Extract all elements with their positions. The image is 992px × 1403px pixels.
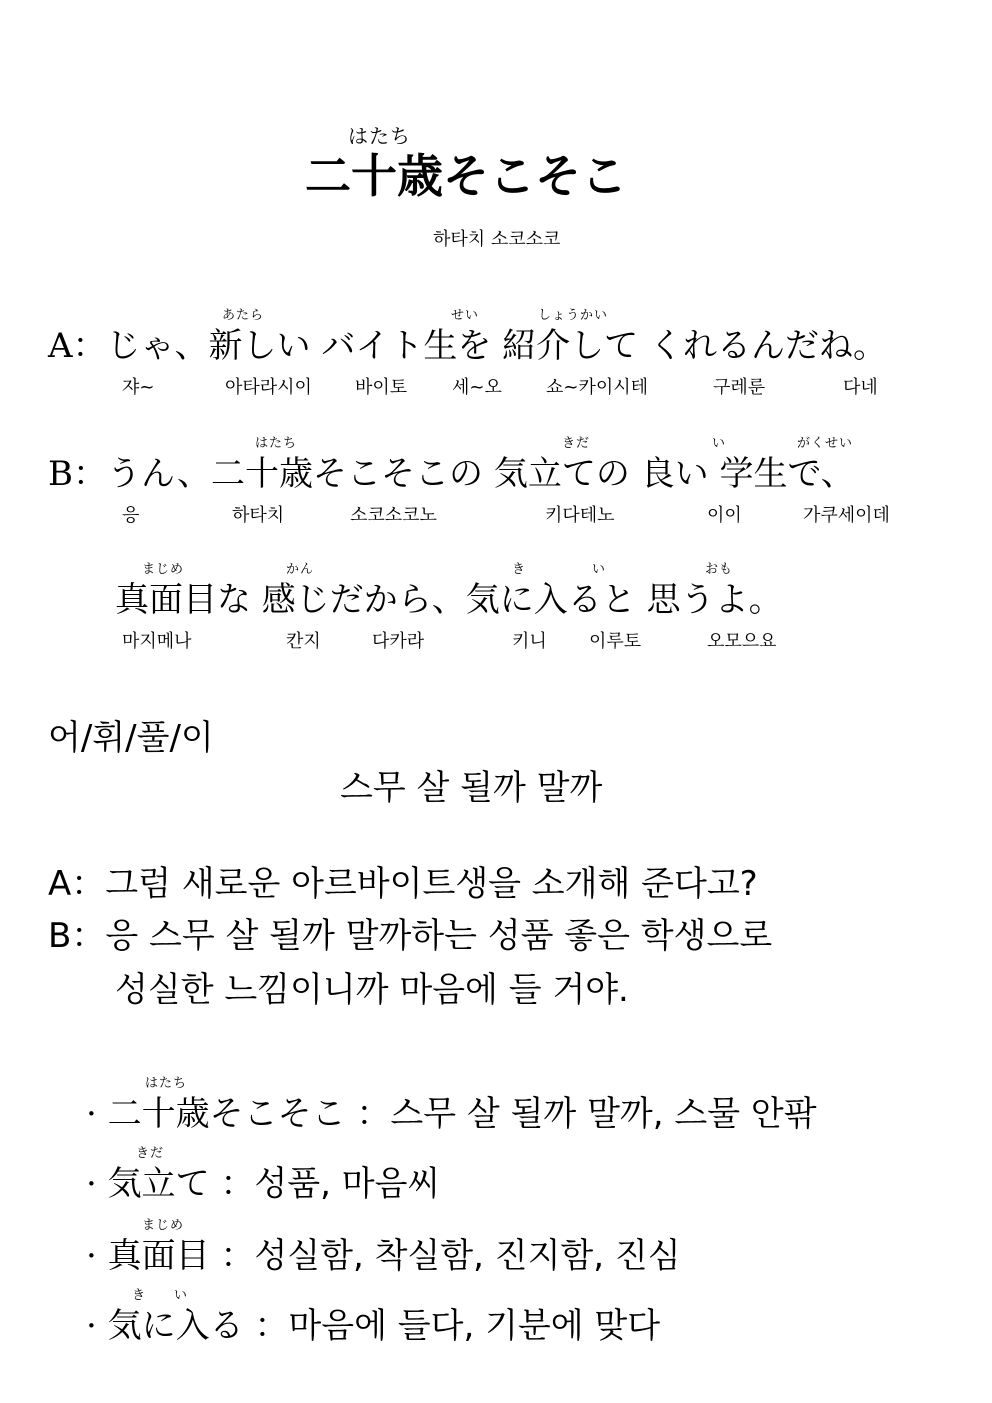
reading-text: 키니 (512, 631, 547, 652)
vocab-meaning: ：성실함, 착실함, 진지함, 진심 (220, 1236, 681, 1276)
vocab-furigana: き い (132, 1288, 189, 1303)
reading-text: 오모으요 (707, 631, 777, 652)
reading-text: 바이토 (355, 377, 408, 398)
vocab-item (86, 1086, 817, 1135)
furigana-atara: あたら (222, 308, 265, 323)
vocab-meaning: ：마음에 들다, 기분에 맞다 (254, 1306, 661, 1346)
vocab-bullet: · (86, 1306, 97, 1346)
reading-text: 하타치 (232, 505, 285, 526)
vocab-bullet: · (86, 1094, 97, 1134)
furigana-gakusei: がくせい (797, 436, 854, 451)
reading-text: 소코소코노 (350, 505, 437, 526)
translation-line-b2: 성실한 느낌이니까 마음에 들 거야. (115, 970, 629, 1010)
vocab-term: 真面目 (107, 1236, 210, 1276)
dialogue-line-b1: B：うん、二十歳そこそこの 気立ての 良い 学生で、 (48, 454, 855, 494)
dialogue-line-a: A：じゃ、新しい バイト生を 紹介して くれるんだね。 (48, 326, 887, 366)
dialogue-line-b2: 真面目な 感じだから、気に入ると 思うよ。 (115, 580, 783, 620)
reading-text: 다카라 (372, 631, 425, 652)
vocab-term: 気立て (107, 1164, 210, 1204)
furigana-omo: おも (705, 562, 734, 577)
vocab-bullet: · (86, 1236, 97, 1276)
section-heading: 어/휘/풀/이 (48, 718, 214, 758)
reading-text: 세~오 (452, 377, 502, 398)
furigana-kan: かん (286, 562, 315, 577)
vocab-term: 気に入る (107, 1306, 244, 1346)
vocab-meaning: ：스무 살 될까 말까, 스물 안팎 (356, 1094, 817, 1134)
vocab-item (86, 1156, 440, 1205)
vocab-furigana: はたち (145, 1076, 188, 1091)
vocab-furigana: きだ (136, 1146, 165, 1161)
vocab-item (86, 1228, 681, 1277)
furigana-i: い (712, 436, 727, 451)
reading-text: 응 (122, 505, 140, 526)
page-title: 二十歳そこそこ (305, 149, 627, 203)
reading-text: 가쿠세이데 (803, 505, 890, 526)
furigana-shoukai: しょうかい (538, 308, 609, 323)
reading-text: 이이 (707, 505, 742, 526)
vocab-item (86, 1298, 660, 1347)
title-reading: 하타치 소코소코 (433, 229, 561, 250)
reading-text: 이루토 (589, 631, 642, 652)
vocab-meaning: ：성품, 마음씨 (220, 1164, 441, 1204)
reading-text: 마지메나 (122, 631, 192, 652)
vocab-bullet: · (86, 1164, 97, 1204)
reading-text: 칸지 (286, 631, 321, 652)
section-subheading: 스무 살 될까 말까 (340, 768, 603, 808)
reading-text: 다네 (843, 377, 878, 398)
vocab-furigana: まじめ (142, 1218, 185, 1233)
furigana-kida: きだ (562, 436, 591, 451)
reading-text: 키다테노 (545, 505, 615, 526)
furigana-hatachi: はたち (255, 436, 298, 451)
vocab-term: 二十歳そこそこ (107, 1094, 346, 1134)
furigana-i: い (592, 562, 607, 577)
translation-line-a: A：그럼 새로운 아르바이트생을 소개해 준다고? (48, 864, 758, 904)
translation-line-b1: B：응 스무 살 될까 말까하는 성품 좋은 학생으로 (48, 916, 773, 956)
furigana-ki: き (512, 562, 527, 577)
furigana-sei: せい (451, 308, 480, 323)
reading-text: 쟈~ (122, 377, 155, 398)
reading-text: 쇼~카이시테 (546, 377, 649, 398)
reading-text: 구레룬 (713, 377, 766, 398)
title-furigana: はたち (348, 124, 411, 148)
reading-text: 아타라시이 (225, 377, 312, 398)
furigana-majime: まじめ (142, 562, 185, 577)
